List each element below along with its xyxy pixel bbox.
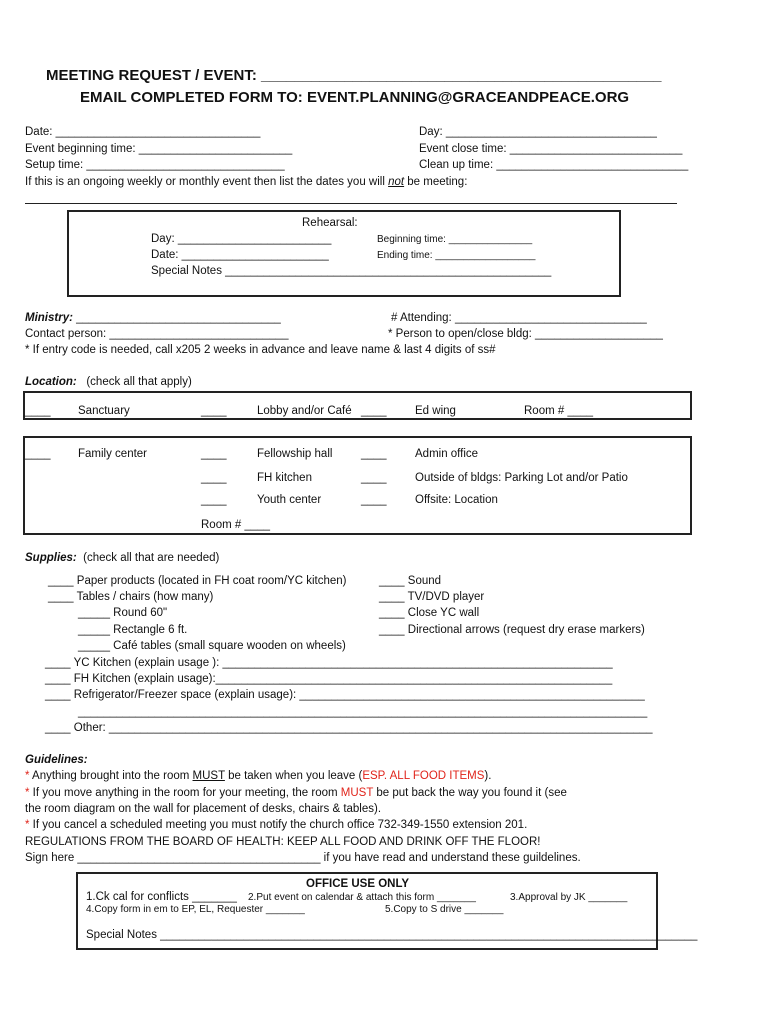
round-tables-field[interactable]: _____ Round 60" bbox=[78, 607, 168, 619]
directional-arrows-check[interactable]: ____ Directional arrows (request dry erase markers) bbox=[379, 624, 645, 636]
open-close-person-field[interactable]: * Person to open/close bldg: ____________________ bbox=[388, 328, 663, 340]
ongoing-event-note: If this is an ongoing weekly or monthly event then list the dates you will not be meeting: bbox=[25, 176, 468, 188]
fh-kitchen-check[interactable]: ____ bbox=[201, 472, 227, 484]
admin-office-check[interactable]: ____ bbox=[361, 448, 387, 460]
room-number-bottom-field[interactable]: Room # ____ bbox=[201, 519, 271, 531]
fh-kitchen-usage-field[interactable]: ____ FH Kitchen (explain usage):______________________________________________________________ bbox=[45, 673, 613, 685]
tv-dvd-check[interactable]: ____ TV/DVD player bbox=[379, 591, 485, 603]
contact-person-field[interactable]: Contact person: ____________________________ bbox=[25, 328, 289, 340]
email-instruction: EMAIL COMPLETED FORM TO: EVENT.PLANNING@GRACEANDPEACE.ORG bbox=[80, 89, 630, 106]
rehearsal-ending-time-field[interactable]: Ending time: __________________ bbox=[377, 250, 536, 261]
ed-wing-label: Ed wing bbox=[415, 405, 456, 417]
signature-field[interactable]: Sign here ______________________________________ if you have read and understand these guildelines. bbox=[25, 852, 581, 864]
admin-office-label: Admin office bbox=[415, 448, 479, 460]
office-special-notes[interactable]: Special Notes ____________________________________________________________________________________ bbox=[86, 929, 698, 941]
guideline-2: * If you move anything in the room for your meeting, the room MUST be put back the way you found it (see bbox=[25, 787, 567, 799]
fh-kitchen-label: FH kitchen bbox=[257, 472, 312, 484]
paper-products-check[interactable]: ____ Paper products (located in FH coat room/YC kitchen) bbox=[48, 575, 347, 587]
guideline-1: * Anything brought into the room MUST be taken when you leave (ESP. ALL FOOD ITEMS). bbox=[25, 770, 492, 782]
supplies-heading: Supplies: (check all that are needed) bbox=[25, 552, 220, 564]
outside-label: Outside of bldgs: Parking Lot and/or Patio bbox=[415, 472, 628, 484]
youth-center-check[interactable]: ____ bbox=[201, 494, 227, 506]
fellowship-hall-check[interactable]: ____ bbox=[201, 448, 227, 460]
sanctuary-check[interactable]: ____ bbox=[25, 405, 51, 417]
rectangle-tables-field[interactable]: _____ Rectangle 6 ft. bbox=[78, 624, 188, 636]
cleanup-time-field[interactable]: Clean up time: ______________________________ bbox=[419, 159, 689, 171]
lobby-label: Lobby and/or Café bbox=[257, 405, 352, 417]
lobby-check[interactable]: ____ bbox=[201, 405, 227, 417]
rehearsal-day-field[interactable]: Day: ________________________ bbox=[151, 233, 332, 245]
fridge-continuation-line[interactable]: _________________________________________________________________________________________ bbox=[78, 706, 648, 718]
tables-chairs-check[interactable]: ____ Tables / chairs (how many) bbox=[48, 591, 214, 603]
room-number-top-field[interactable]: Room # ____ bbox=[524, 405, 594, 417]
youth-center-label: Youth center bbox=[257, 494, 322, 506]
fridge-freezer-field[interactable]: ____ Refrigerator/Freezer space (explain usage): ______________________________________________________ bbox=[45, 689, 645, 701]
sanctuary-label: Sanctuary bbox=[78, 405, 130, 417]
entry-code-note: * If entry code is needed, call x205 2 weeks in advance and leave name & last 4 digits of ss# bbox=[25, 344, 496, 356]
sound-check[interactable]: ____ Sound bbox=[379, 575, 442, 587]
event-beginning-time-field[interactable]: Event beginning time: ________________________ bbox=[25, 143, 293, 155]
office-copy-form[interactable]: 4.Copy form in em to EP, EL, Requester _______ bbox=[86, 904, 305, 915]
date-field[interactable]: Date: ________________________________ bbox=[25, 126, 261, 138]
office-check-conflicts[interactable]: 1.Ck cal for conflicts _______ bbox=[86, 891, 237, 903]
event-close-time-field[interactable]: Event close time: ___________________________ bbox=[419, 143, 683, 155]
offsite-check[interactable]: ____ bbox=[361, 494, 387, 506]
outside-check[interactable]: ____ bbox=[361, 472, 387, 484]
health-regulation: REGULATIONS FROM THE BOARD OF HEALTH: KEEP ALL FOOD AND DRINK OFF THE FLOOR! bbox=[25, 836, 541, 848]
offsite-label: Offsite: Location bbox=[415, 494, 498, 506]
office-use-title: OFFICE USE ONLY bbox=[306, 878, 410, 890]
ed-wing-check[interactable]: ____ bbox=[361, 405, 387, 417]
rehearsal-notes-field[interactable]: Special Notes ___________________________________________________ bbox=[151, 265, 552, 277]
guideline-2-continued: the room diagram on the wall for placement of desks, chairs & tables). bbox=[25, 803, 382, 815]
attending-field[interactable]: # Attending: ______________________________ bbox=[391, 312, 647, 324]
ministry-field[interactable]: Ministry: ________________________________ bbox=[25, 312, 281, 324]
cafe-tables-field[interactable]: _____ Café tables (small square wooden on wheels) bbox=[78, 640, 346, 652]
guidelines-heading: Guidelines: bbox=[25, 754, 88, 766]
close-yc-wall-check[interactable]: ____ Close YC wall bbox=[379, 607, 480, 619]
day-field[interactable]: Day: _________________________________ bbox=[419, 126, 657, 138]
family-center-check[interactable]: ____ bbox=[25, 448, 51, 460]
rehearsal-title: Rehearsal: bbox=[302, 217, 358, 229]
fellowship-hall-label: Fellowship hall bbox=[257, 448, 333, 460]
other-field[interactable]: ____ Other: _____________________________________________________________________________________ bbox=[45, 722, 653, 734]
ongoing-dates-line[interactable] bbox=[25, 203, 677, 204]
guideline-3: * If you cancel a scheduled meeting you must notify the church office 732-349-1550 extension 201. bbox=[25, 819, 528, 831]
office-put-on-calendar[interactable]: 2.Put event on calendar & attach this form _______ bbox=[248, 892, 476, 903]
office-copy-s-drive[interactable]: 5.Copy to S drive _______ bbox=[385, 904, 504, 915]
form-title: MEETING REQUEST / EVENT: ________________________________________________ bbox=[46, 67, 662, 84]
rehearsal-beginning-time-field[interactable]: Beginning time: _______________ bbox=[377, 234, 533, 245]
yc-kitchen-field[interactable]: ____ YC Kitchen (explain usage ): _____________________________________________________________ bbox=[45, 657, 613, 669]
setup-time-field[interactable]: Setup time: _______________________________ bbox=[25, 159, 285, 171]
location-heading: Location: (check all that apply) bbox=[25, 376, 192, 388]
office-approval[interactable]: 3.Approval by JK _______ bbox=[510, 892, 628, 903]
rehearsal-date-field[interactable]: Date: _______________________ bbox=[151, 249, 329, 261]
family-center-label: Family center bbox=[78, 448, 148, 460]
